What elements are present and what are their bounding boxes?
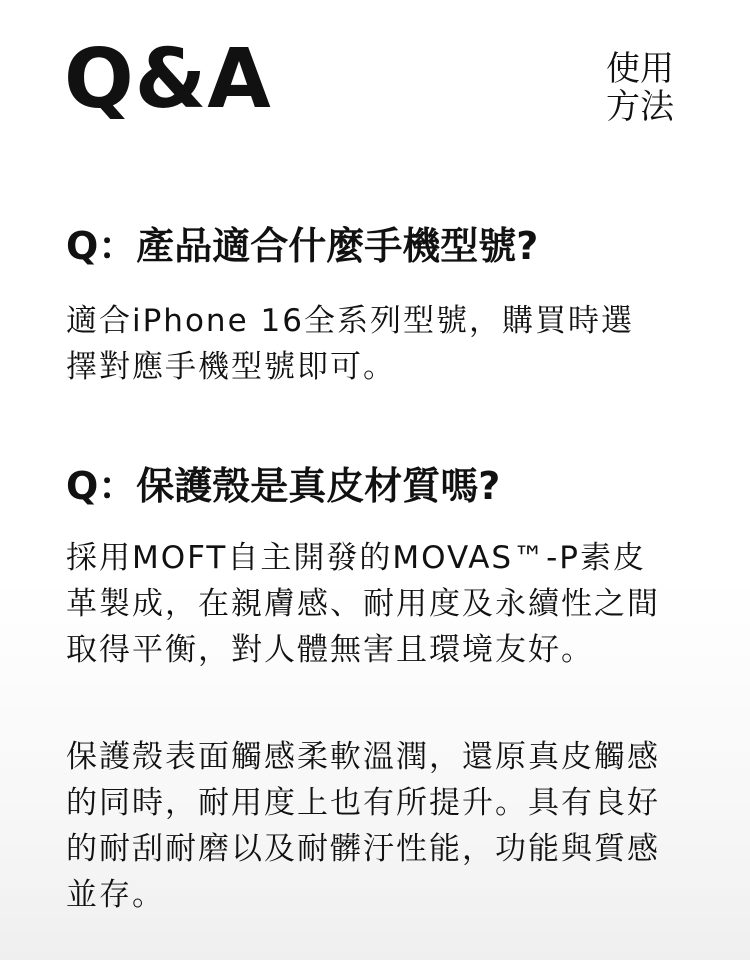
faq-question-1 [66, 222, 666, 270]
faq-answer-2-continued [66, 734, 666, 918]
answer-text: 採用MOFT自主開發的MOVAS™-P素皮革製成，在親膚感、耐用度及永續性之間取得平衡，對人體無害且環境友好。 [66, 540, 660, 668]
question-text: Q：保護殼是真皮材質嗎? [66, 464, 501, 508]
answer-text: 適合iPhone 16全系列型號，購買時選擇對應手機型號即可。 [66, 303, 634, 385]
answer-text: 保護殼表面觸感柔軟溫潤，還原真皮觸感的同時，耐用度上也有所提升。具有良好的耐刮耐磨以及耐髒汙性能，功能與質感並存。 [66, 739, 660, 913]
question-text: Q：產品適合什麼手機型號? [66, 224, 539, 268]
usage-tag-line-1: 使用 [606, 49, 674, 89]
usage-instructions-link[interactable] [606, 50, 686, 126]
faq-answer-2 [66, 535, 666, 673]
faq-answer-1 [66, 298, 666, 390]
page-title: Q&A [64, 32, 272, 127]
faq-question-2 [66, 462, 666, 510]
usage-tag-line-2: 方法 [606, 87, 674, 127]
